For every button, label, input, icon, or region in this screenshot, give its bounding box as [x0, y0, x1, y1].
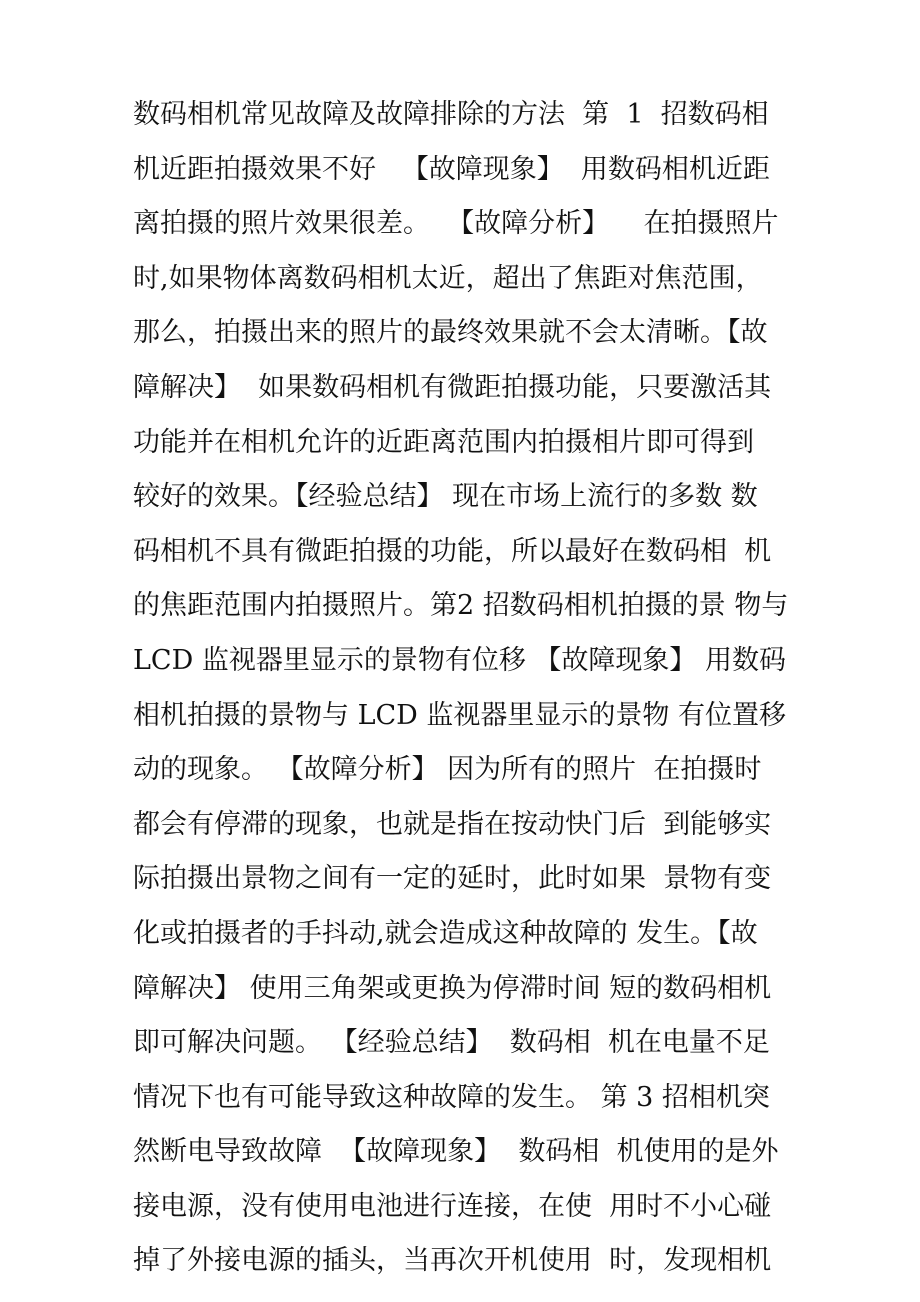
text-line-15: 际拍摄出景物之间有一定的延时，此时如果 景物有变 — [133, 863, 772, 895]
text-line-9: 码相机不具有微距拍摄的功能，所以最好在数码相 机 — [133, 535, 772, 567]
text-line-20: 然断电导致故障 【故障现象】 数码相 机使用的是外 — [133, 1136, 779, 1168]
text-line-4: 时,如果物体离数码相机太近，超出了焦距对焦范围， — [133, 262, 763, 294]
text-line-7: 功能并在相机允许的近距离范围内拍摄相片即可得到 — [133, 426, 754, 458]
text-line-2: 机近距拍摄效果不好 【故障现象】 用数码相机近距 — [133, 153, 770, 185]
text-line-11: LCD 监视器里显示的景物有位移 【故障现象】 用数码 — [133, 644, 786, 676]
text-line-18: 即可解决问题。 【经验总结】 数码相 机在电量不足 — [133, 1027, 770, 1059]
text-line-16: 化或拍摄者的手抖动,就会造成这种故障的 发生。【故 — [133, 917, 758, 949]
text-line-19: 情况下也有可能导致这种故障的发生。 第 3 招相机突 — [133, 1081, 770, 1113]
text-line-12: 相机拍摄的景物与 LCD 监视器里显示的景物 有位置移 — [133, 699, 786, 731]
text-line-21: 接电源，没有使用电池进行连接，在使 用时不小心碰 — [133, 1190, 772, 1222]
text-line-6: 障解决】 如果数码相机有微距拍摄功能，只要激活其 — [133, 371, 772, 403]
text-line-10: 的焦距范围内拍摄照片。第2 招数码相机拍摄的景 物与 — [133, 590, 789, 622]
document-body — [133, 88, 803, 1289]
text-line-22: 掉了外接电源的插头，当再次开机使用 时，发现相机 — [133, 1245, 772, 1277]
text-line-1: 数码相机常见故障及故障排除的方法 第 1 招数码相 — [133, 99, 769, 130]
text-line-17: 障解决】 使用三角架或更换为停滞时间 短的数码相机 — [133, 972, 772, 1004]
text-line-5: 那么，拍摄出来的照片的最终效果就不会太清晰。【故 — [133, 317, 768, 349]
text-line-13: 动的现象。 【故障分析】 因为所有的照片 在拍摄时 — [133, 754, 762, 786]
text-line-3: 离拍摄的照片效果很差。 【故障分析】 在拍摄照片 — [133, 208, 779, 240]
text-line-14: 都会有停滞的现象，也就是指在按动快门后 到能够实 — [133, 808, 772, 840]
text-line-8: 较好的效果。【经验总结】 现在市场上流行的多数 数 — [133, 481, 758, 513]
